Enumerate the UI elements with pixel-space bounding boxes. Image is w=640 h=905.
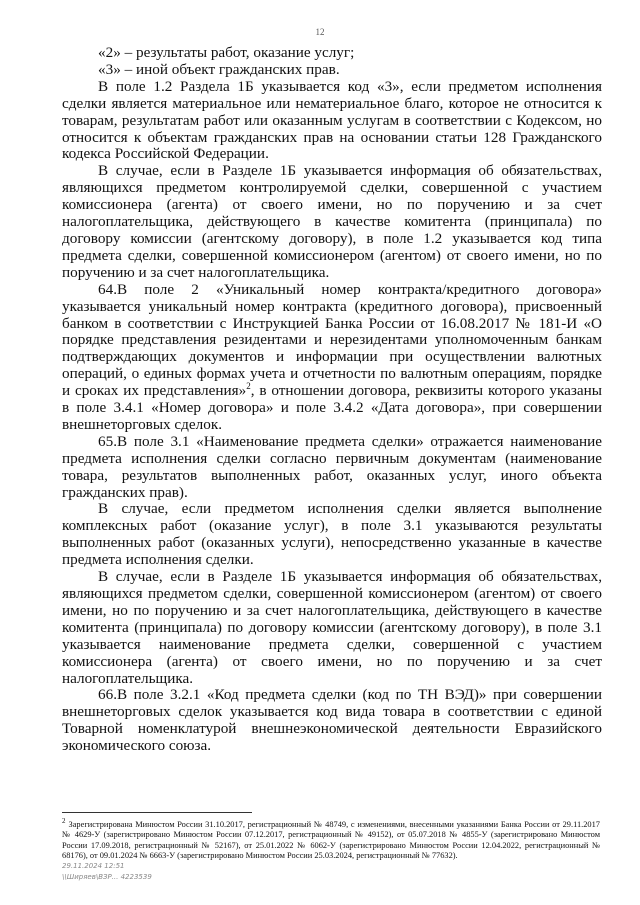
footnote [62, 816, 600, 861]
print-date-stamp: 29.11.2024 12:51 [62, 862, 125, 870]
paragraph: В случае, если предметом исполнения сделки является выполнение комплексных работ (оказание услуг), в поле 3.1 указываются результаты выполненных работ (оказанных услуги), непосредственно указанные в качестве предмета исполнения сделки. [62, 500, 602, 569]
paragraph: В поле 1.2 Раздела 1Б указывается код «3», если предметом исполнения сделки является материальное или нематериальное благо, которое не относится к товарам, результатам работ или оказанным услугам в соответствии с Кодексом, но относится к объектам гражданских прав на основании статьи 128 Гражданского кодекса Российской Федерации. [62, 77, 602, 163]
paragraph-64-tail: , в отношении договора, реквизиты которого указаны в поле 3.4.1 «Номер договора» и поле 3.4.2 «Дата договора», при совершении внешнеторговых сделок. [62, 382, 602, 433]
footnote-divider [62, 812, 252, 813]
footnote-mark: 2 [62, 817, 66, 825]
paragraph: «3» – иной объект гражданских прав. [98, 60, 340, 78]
document-id-stamp: \\Ширяев\ВЗР... 4223539 [62, 873, 152, 881]
paragraph: «2» – результаты работ, оказание услуг; [98, 44, 355, 61]
page-number: 12 [315, 27, 325, 37]
paragraph: В случае, если в Разделе 1Б указывается информация об обязательствах, являющихся предметом контролируемой сделки, совершенной с участием комиссионера (агента) от своего имени, но по поручению и за счет налогоплательщика, действующего в качестве комитента (принципала) по договору комиссии (агентскому договору), в поле 1.2 указывается код типа предмета сделки, совершенной комиссионером (агентом) от своего имени, но по поручению и за счет налогоплательщика. [62, 162, 602, 281]
paragraph-64-text: 64.В поле 2 «Уникальный номер контракта/кредитного договора» указывается уникальный номер контракта (кредитного договора), присвоенный банком в соответствии с Инструкцией Банка России от 16.08.2017 № 181-И «О порядке представления резидентами и нерезидентами уполномоченным банкам подтверждающих документов и информации при осуществлении валютных операций, о единых формах учета и отчетности по валютным операциям, порядке и сроках их представления» [62, 280, 602, 400]
footnote-text: Зарегистрирована Минюстом России 31.10.2017, регистрационный № 48749, с изменениями, внесенными указаниями Банка России от 29.11.2017 № 4629-У (зарегистрировано Минюстом России 07.12.2017, регистрационный № 49152), от 05.07.2018 № 4855-У (зарегистрировано Минюстом России 17.09.2018, регистрационный № 52167), от 25.01.2022 № 6062-У (зарегистрировано Минюстом России 12.04.2022, регистрационный № 68176), от 09.01.2024 № 6663-У (зарегистрировано Минюстом России 25.03.2024, регистрационный № 77632). [62, 819, 600, 861]
paragraph-64 [62, 282, 602, 434]
document-body [62, 45, 602, 755]
paragraph: 65.В поле 3.1 «Наименование предмета сделки» отражается наименование предмета исполнения сделки согласно первичным документам (наименование товара, результатов выполненных работ, оказанных услуг, иного объекта гражданских прав). [62, 432, 602, 501]
paragraph: В случае, если в Разделе 1Б указывается информация об обязательствах, являющихся предметом сделки, совершенной комиссионером (агентом) от своего имени, но по поручению и за счет налогоплательщика, действующего в качестве комитента (принципала) по договору комиссии (агентскому договору), в поле 3.1 указывается наименование предмета сделки, совершенной с участием комиссионера (агента) от своего имени, но по поручению и за счет налогоплательщика. [62, 568, 602, 687]
paragraph: 66.В поле 3.2.1 «Код предмета сделки (код по ТН ВЭД)» при совершении внешнеторговых сделок указывается код вида товара в соответствии с единой Товарной номенклатурой внешнеэкономической деятельности Евразийского экономического союза. [62, 686, 602, 755]
footnote-reference[interactable]: 2 [246, 381, 251, 392]
